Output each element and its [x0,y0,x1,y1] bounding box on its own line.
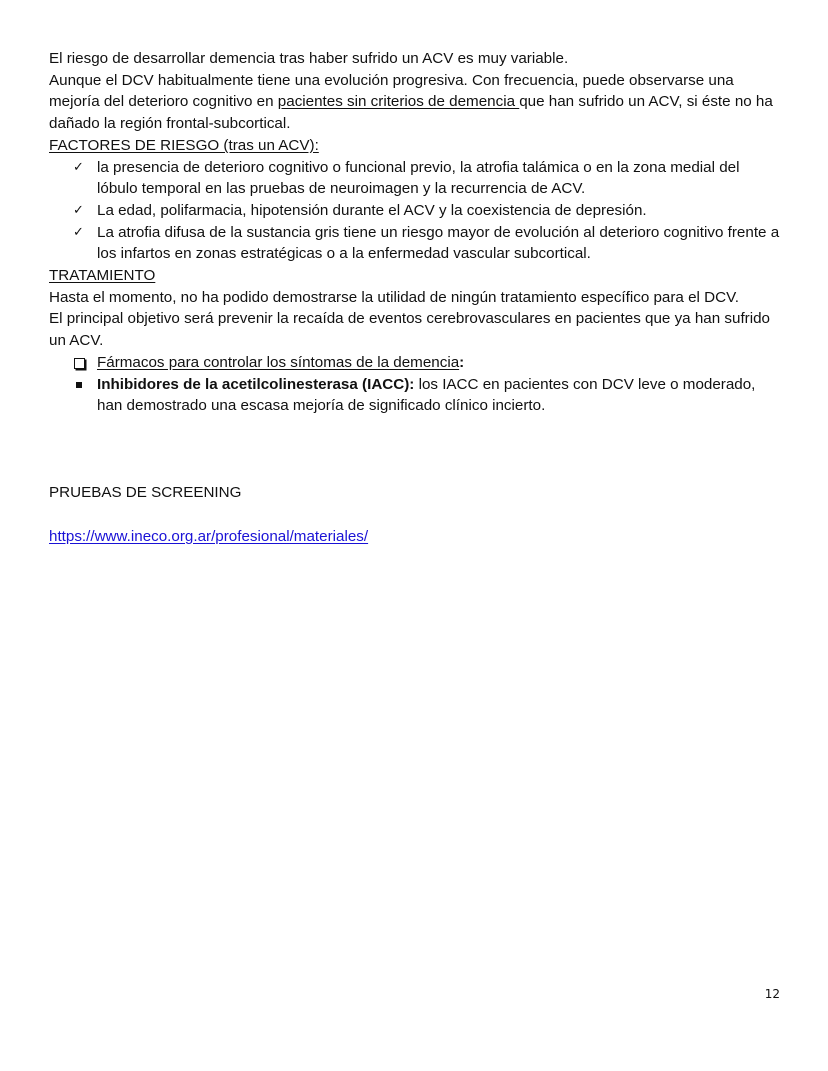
document-body [49,48,784,547]
drugs-heading-colon: : [459,353,465,371]
list-item-text: La edad, polifarmacia, hipotensión durante el ACV y la coexistencia de depresión. [97,201,647,219]
screening-link[interactable]: https://www.ineco.org.ar/profesional/materiales/ [49,527,369,545]
evolution-underlined-text: pacientes sin criterios de demencia [277,93,520,111]
evolution-paragraph [49,70,784,135]
checkmark-icon: ✓ [73,202,84,218]
evolution-text-end: que han sufrido un ACV, si éste no ha dañado la región frontal-subcortical. [49,93,773,133]
drugs-heading: Fármacos para controlar los síntomas de la demencia [97,353,460,371]
page-number: 12 [764,987,780,1001]
list-item [49,200,784,222]
treatment-list [49,352,784,417]
risk-factors-heading: FACTORES DE RIESGO (tras un ACV): [49,136,319,154]
intro-paragraph: El riesgo de desarrollar demencia tras haber sufrido un ACV es muy variable. [49,50,569,67]
checkmark-icon: ✓ [73,224,84,240]
list-item [49,374,784,417]
checkmark-icon: ✓ [73,159,84,175]
treatment-heading: TRATAMIENTO [49,267,156,285]
evolution-text: Aunque el DCV habitualmente tiene una evolución progresiva. Con frecuencia, puede observarse una mejoría del deterioro cognitivo en [49,71,734,111]
list-item-text: La atrofia difusa de la sustancia gris tiene un riesgo mayor de evolución al deterioro cognitivo frente a los infartos en zonas estratégicas o a la enfermedad vascular subcortical. [97,223,780,263]
list-item [49,222,784,265]
iacc-bold-label: Inhibidores de la acetilcolinesterasa (IACC): [97,375,415,393]
treatment-paragraph-2: El principal objetivo será prevenir la recaída de eventos cerebrovasculares en pacientes que ya han sufrido un ACV. [49,310,770,350]
treatment-paragraph-1: Hasta el momento, no ha podido demostrarse la utilidad de ningún tratamiento específico para el DCV. [49,288,740,306]
list-item-text: la presencia de deterioro cognitivo o funcional previo, la atrofia talámica o en la zona medial del lóbulo temporal en las pruebas de neuroimagen y la recurrencia de ACV. [97,158,740,198]
risk-factors-list [49,157,784,266]
iacc-text: los IACC en pacientes con DCV leve o moderado, han demostrado una escasa mejoría de significado clínico incierto. [97,375,756,415]
screening-heading: PRUEBAS DE SCREENING [49,483,242,501]
square-bullet-icon [76,382,82,388]
screening-link-paragraph [49,526,784,548]
list-item [49,157,784,200]
checkbox-square-icon [74,358,85,369]
list-item [49,352,784,374]
